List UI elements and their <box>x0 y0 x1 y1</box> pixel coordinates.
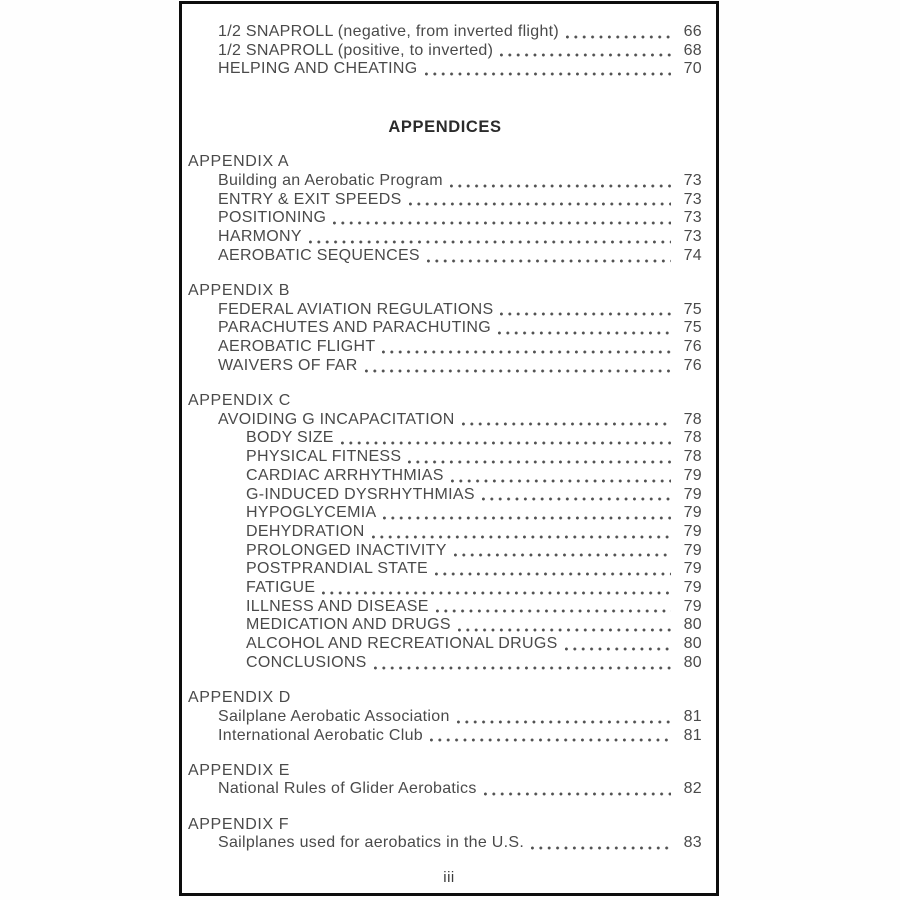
appendix-section <box>188 392 702 673</box>
toc-entry-page: 73 <box>683 209 702 227</box>
toc-entry-page: 73 <box>683 228 702 246</box>
dot-leader <box>341 441 671 445</box>
toc-entry-label: Sailplanes used for aerobatics in the U.S. <box>218 834 525 852</box>
toc-entry-label: CARDIAC ARRHYTHMIAS <box>246 466 444 484</box>
toc-entry-page: 78 <box>683 429 702 447</box>
toc-entry-label: Building an Aerobatic Program <box>218 172 443 190</box>
toc-entry <box>188 542 702 561</box>
dot-leader <box>457 720 671 724</box>
toc-entry <box>188 598 702 617</box>
appendix-title: APPENDIX F <box>188 815 290 833</box>
toc-entry-label: CONCLUSIONS <box>246 653 367 671</box>
toc-entry-page: 73 <box>683 190 702 208</box>
dot-leader <box>409 202 671 206</box>
appendices-heading: APPENDICES <box>388 118 502 137</box>
toc-top-entries <box>188 23 702 79</box>
toc-entry-label: PHYSICAL FITNESS <box>246 448 402 466</box>
toc-entry-page: 74 <box>683 246 702 264</box>
appendix-section <box>188 816 702 853</box>
toc-entry <box>188 172 702 191</box>
dot-leader <box>427 259 671 263</box>
page-frame <box>179 1 719 896</box>
dot-leader <box>565 647 671 651</box>
dot-leader <box>531 846 671 850</box>
dot-leader <box>333 221 671 225</box>
appendix-title: APPENDIX E <box>188 761 291 779</box>
toc-entry <box>188 654 702 673</box>
toc-entry-page: 78 <box>683 410 702 428</box>
toc-entry-page: 81 <box>683 707 702 725</box>
dot-leader <box>454 553 671 557</box>
toc-entry <box>188 228 702 247</box>
toc-entry-label: FEDERAL AVIATION REGULATIONS <box>218 300 494 318</box>
dot-leader <box>450 184 671 188</box>
dot-leader <box>408 460 671 464</box>
toc-entry-label: DEHYDRATION <box>246 522 365 540</box>
toc-entry <box>188 209 702 228</box>
toc-entry-page: 79 <box>683 541 702 559</box>
toc-entry <box>188 834 702 853</box>
toc-entry-page: 80 <box>683 635 702 653</box>
toc-entry-label: MEDICATION AND DRUGS <box>246 616 451 634</box>
toc-entry-page: 80 <box>683 616 702 634</box>
dot-leader <box>365 369 671 373</box>
dot-leader <box>322 591 671 595</box>
toc-entry-label: 1/2 SNAPROLL (negative, from inverted flight) <box>218 23 560 40</box>
dot-leader <box>451 479 671 483</box>
toc-entry-page: 80 <box>683 653 702 671</box>
dot-leader <box>374 666 671 670</box>
toc-entry-label: Sailplane Aerobatic Association <box>218 707 450 725</box>
toc-entry <box>188 635 702 654</box>
toc-entry <box>188 319 702 338</box>
toc-entry-page: 76 <box>683 356 702 374</box>
toc-entry <box>188 338 702 357</box>
toc-entry-label: BODY SIZE <box>246 429 334 447</box>
toc-entry-label: AEROBATIC SEQUENCES <box>218 246 420 264</box>
dot-leader <box>566 35 671 39</box>
appendix-title: APPENDIX C <box>188 392 291 410</box>
dot-leader <box>435 572 671 576</box>
dot-leader <box>498 331 671 335</box>
toc-entry <box>188 448 702 467</box>
toc-entry-label: WAIVERS OF FAR <box>218 356 358 374</box>
dot-leader <box>462 422 671 426</box>
toc-entry <box>188 579 702 598</box>
toc-entry <box>188 727 702 746</box>
toc-entry-page: 76 <box>683 338 702 356</box>
dot-leader <box>372 535 671 539</box>
toc-entry-label: POSTPRANDIAL STATE <box>246 560 429 578</box>
toc-entry <box>188 301 702 320</box>
appendix-title: APPENDIX A <box>188 153 290 171</box>
toc-entry <box>188 467 702 486</box>
dot-leader <box>484 792 671 796</box>
toc-entry <box>188 780 702 799</box>
toc-entry-label: National Rules of Glider Aerobatics <box>218 780 477 798</box>
dot-leader <box>458 628 671 632</box>
toc-entry <box>188 708 702 727</box>
appendix-title: APPENDIX B <box>188 282 291 300</box>
toc-entry-page: 82 <box>683 780 702 798</box>
dot-leader <box>309 240 671 244</box>
toc-entry <box>188 411 702 430</box>
toc-entry-label: POSITIONING <box>218 209 327 227</box>
toc-entry <box>188 616 702 635</box>
toc-entry-label: G-INDUCED DYSRHYTHMIAS <box>246 485 475 503</box>
toc-entry-page: 73 <box>683 172 702 190</box>
toc-entry <box>188 247 702 266</box>
toc-entry-page: 79 <box>683 504 702 522</box>
toc-entry-label: HELPING AND CHEATING <box>218 60 418 78</box>
page-number: iii <box>443 869 455 886</box>
toc-entry <box>188 523 702 542</box>
appendix-section <box>188 689 702 745</box>
dot-leader <box>382 350 671 354</box>
appendix-section <box>188 282 702 376</box>
dot-leader <box>436 609 671 613</box>
dot-leader <box>425 72 671 76</box>
toc-entry <box>188 486 702 505</box>
dot-leader <box>482 497 671 501</box>
toc-entry-label: ALCOHOL AND RECREATIONAL DRUGS <box>246 635 558 653</box>
toc-entry-label: AEROBATIC FLIGHT <box>218 338 376 356</box>
toc-entry-page: 66 <box>683 23 702 40</box>
appendix-title: APPENDIX D <box>188 689 291 707</box>
toc-entry-page: 79 <box>683 560 702 578</box>
appendix-section <box>188 153 702 265</box>
toc-appendices <box>188 153 702 853</box>
toc-entry-label: ENTRY & EXIT SPEEDS <box>218 190 402 208</box>
dot-leader <box>430 738 671 742</box>
toc-entry <box>188 357 702 376</box>
toc-entry-page: 75 <box>683 300 702 318</box>
toc-entry-page: 79 <box>683 466 702 484</box>
toc-entry-page: 79 <box>683 522 702 540</box>
toc-entry-page: 79 <box>683 597 702 615</box>
toc-entry-label: 1/2 SNAPROLL (positive, to inverted) <box>218 41 494 59</box>
toc-entry-page: 79 <box>683 485 702 503</box>
appendix-section <box>188 762 702 799</box>
toc-entry-label: PARACHUTES AND PARACHUTING <box>218 319 492 337</box>
toc-entry-page: 78 <box>683 448 702 466</box>
dot-leader <box>383 516 671 520</box>
toc-entry-label: AVOIDING G INCAPACITATION <box>218 410 455 428</box>
toc-entry-label: HARMONY <box>218 228 302 246</box>
toc-entry-page: 81 <box>683 726 702 744</box>
toc-entry <box>188 60 702 79</box>
toc-entry <box>188 191 702 210</box>
toc-entry-label: ILLNESS AND DISEASE <box>246 597 429 615</box>
toc-entry-page: 83 <box>683 834 702 852</box>
toc-entry-page: 79 <box>683 579 702 597</box>
toc-entry-label: International Aerobatic Club <box>218 726 423 744</box>
toc-entry <box>188 23 702 42</box>
dot-leader <box>500 312 671 316</box>
toc-entry <box>188 504 702 523</box>
toc-entry-label: PROLONGED INACTIVITY <box>246 541 447 559</box>
toc-entry-page: 70 <box>683 60 702 78</box>
toc-entry-label: HYPOGLYCEMIA <box>246 504 377 522</box>
toc-entry-page: 75 <box>683 319 702 337</box>
dot-leader <box>500 53 671 57</box>
toc-entry-label: FATIGUE <box>246 579 316 597</box>
toc-entry <box>188 42 702 61</box>
toc-entry <box>188 560 702 579</box>
toc-entry-page: 68 <box>683 41 702 59</box>
toc-entry <box>188 429 702 448</box>
